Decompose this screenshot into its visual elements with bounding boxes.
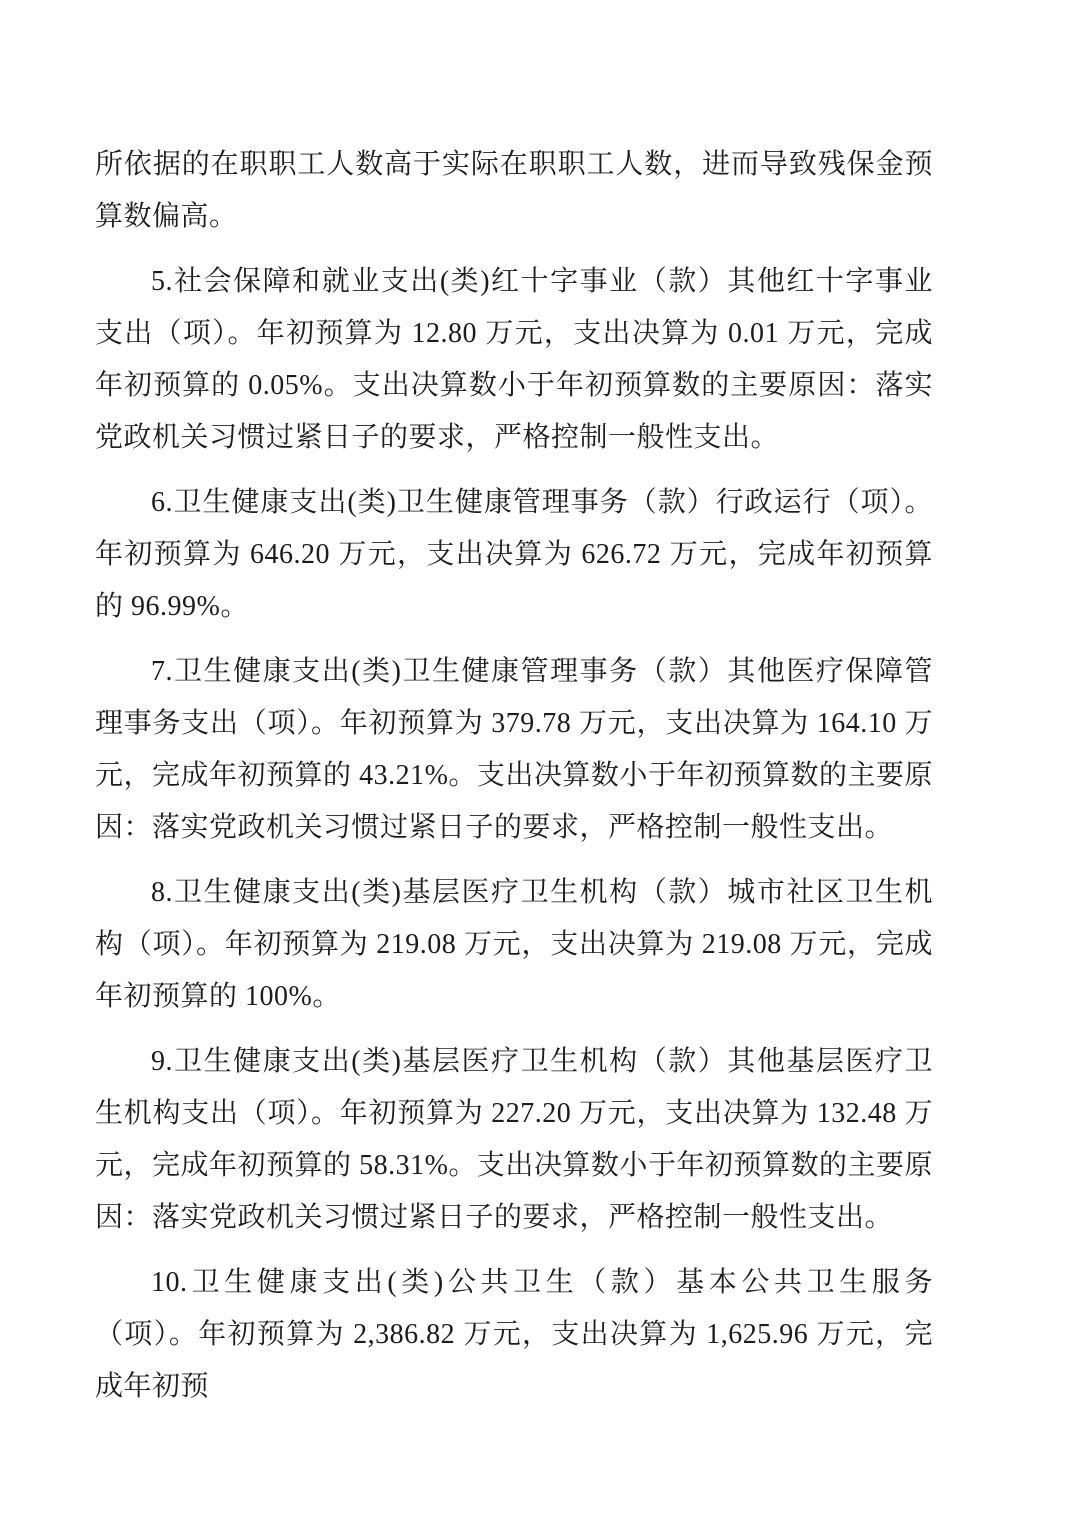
paragraph-item-6: 6.卫生健康支出(类)卫生健康管理事务（款）行政运行（项）。年初预算为 646.20 万元，支出决算为 626.72 万元，完成年初预算的 96.99%。 — [95, 487, 933, 622]
paragraph-item-9: 9.卫生健康支出(类)基层医疗卫生机构（款）其他基层医疗卫生机构支出（项）。年初预算为 227.20 万元，支出决算为 132.48 万元，完成年初预算的 58.31%。支出决算数小于年初预算数的主要原因：落实党政机关习惯过紧日子的要求，严格控制一般性支出。 — [95, 1046, 933, 1233]
paragraph-item-7: 7.卫生健康支出(类)卫生健康管理事务（款）其他医疗保障管理事务支出（项）。年初预算为 379.78 万元，支出决算为 164.10 万元，完成年初预算的 43.21%。支出决算数小于年初预算数的主要原因：落实党政机关习惯过紧日子的要求，严格控制一般性支出。 — [95, 656, 933, 843]
paragraph-item-5: 5.社会保障和就业支出(类)红十字事业（款）其他红十字事业支出（项）。年初预算为 12.80 万元，支出决算为 0.01 万元，完成年初预算的 0.05%。支出决算数小于年初预算数的主要原因：落实党政机关习惯过紧日子的要求，严格控制一般性支出。 — [95, 266, 933, 453]
paragraph-item-8: 8.卫生健康支出(类)基层医疗卫生机构（款）城市社区卫生机构（项）。年初预算为 219.08 万元，支出决算为 219.08 万元，完成年初预算的 100%。 — [95, 877, 933, 1012]
text-content-block — [95, 139, 933, 1413]
paragraph-4-continuation: 所依据的在职职工人数高于实际在职职工人数，进而导致残保金预算数偏高。 — [95, 149, 933, 232]
paragraph-item-10: 10.卫生健康支出(类)公共卫生（款）基本公共卫生服务（项）。年初预算为 2,386.82 万元，支出决算为 1,625.96 万元，完成年初预 — [95, 1267, 933, 1402]
